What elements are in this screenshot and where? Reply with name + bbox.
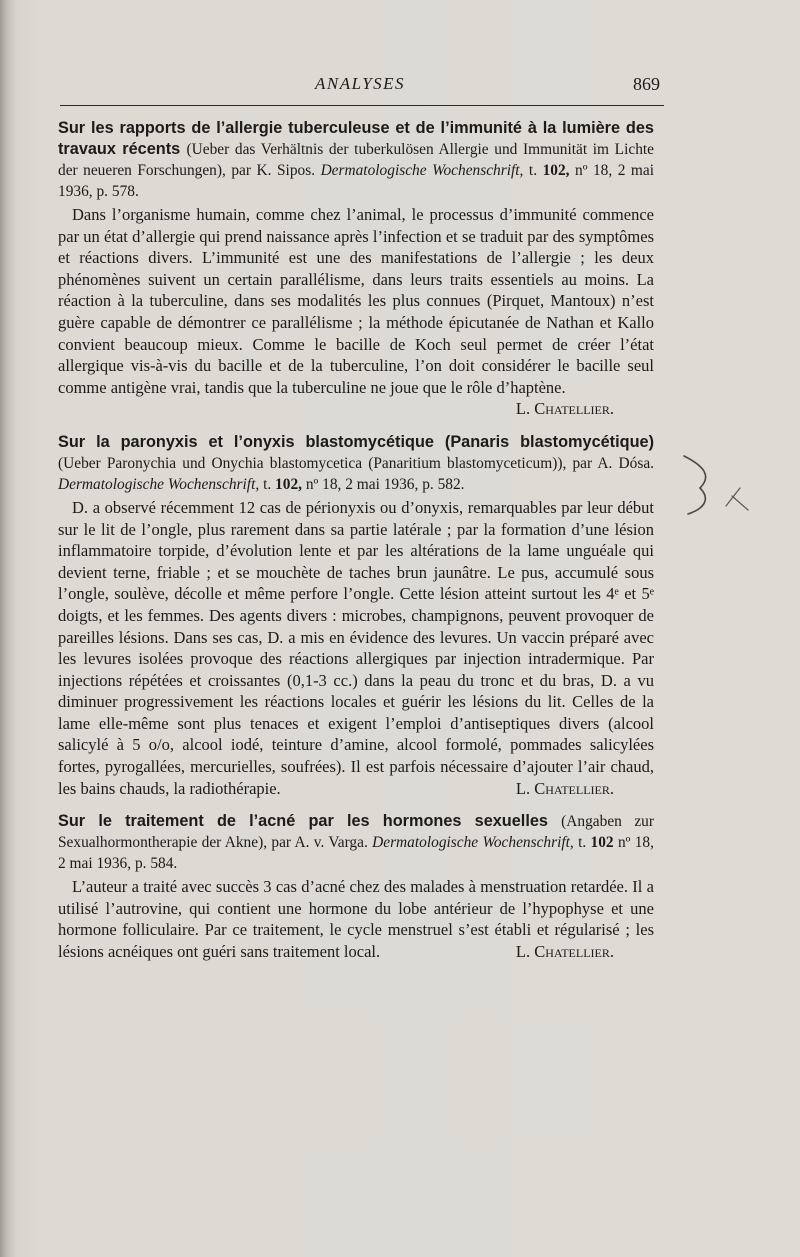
citation-author: A. Dósa. [597,454,654,472]
page-header [60,74,660,100]
article-signature: L. Chatellier. [515,399,614,419]
article-signature: L. Chatellier. [515,942,614,962]
citation-journal: Dermatologische Wochenschrift, [320,162,524,179]
page-number: 869 [633,74,660,94]
article-title: Sur les rapports de l’allergie tuberculeuse et de l’immunité à la lumière des travaux récents (Ueber das Verhältnis der tuberkulösen Allergie und Immunität im Lichte der neueren Forschungen), par K. Sipos. Dermatologische Wochenschrift, t. 102, nº 18, 2 mai 1936, p. 578. [58,119,654,200]
citation-issue: nº 18, 2 mai 1936, p. 582. [305,475,465,493]
article-citation: (Ueber das Verhältnis der tuberkulösen Allergie und Immunität im Lichte der neueren Forschungen), par K. Sipos. Dermatologische Wochenschrift, t. 102, nº 18, 2 mai 1936, p. 578. [58,141,654,200]
citation-author: A. v. Varga. [294,834,368,852]
article-allergie-tuberculeuse [58,118,654,420]
citation-journal: Dermatologische Wochenschrift, [58,475,260,493]
article-citation: (Angaben zur Sexualhormontherapie der Akne), par A. v. Varga. Dermatologische Wochenschrift, t. 102 nº 18, 2 mai 1936, p. 584. [58,813,654,873]
article-acne-hormones [58,811,654,962]
article-body: D. a observé récemment 12 cas de périonyxis ou d’onyxis, remarquables par leur début sur le lit de l’ongle, plus rarement dans sa partie latérale ; par la formation d’une lésion inflammatoire torpide, d’évolution lente et par les altérations de la lame unguéale qui devient terne, friable ; et se mouchète de taches brun jaunâtre. Le pus, accumulé sous l’ongle, soulève, décolle et même perfore l’ongle. Cette lésion atteint surtout les 4ᵉ et 5ᵉ doigts, et les femmes. Des agents divers : microbes, champignons, peuvent provoquer de pareilles lésions. Dans ses cas, D. a mis en évidence des levures. Un vaccin préparé avec les levures isolées provoque des réactions allergiques par injection intradermique. Par injections répétées et croissantes (0,1-3 cc.) dans la peau du tronc et du bras, D. a vu diminuer progressivement les réactions locales et guérir les lésions du lit. Celles de la lame elle-même sont plus tenaces et exigent l’emploi d’antiseptiques divers (alcool salicylé à 5 o/o, alcool iodé, teinture d’amine, alcool formolé, pommades salicylées fortes, pyrogallées, mercurielles, soufrées). Il est parfois nécessaire d’ajouter l’air chaud, les bains chauds, la radiothérapie. L. Chatellier. [58,497,654,798]
handwritten-margin-mark [676,452,756,522]
citation-volume: 102 [590,834,614,852]
citation-volume: 102, [542,162,570,179]
article-body: Dans l’organisme humain, comme chez l’animal, le processus d’immunité commence par un état d’allergie qui prend naissance après l’infection et se traduit par des symptômes et réactions divers. L’immunité est une des manifestations de l’allergie ; les deux phénomènes suivent un certain parallélisme, dans leurs traits essentiels au moins. La réaction à la tuberculine, dans ses modalités les plus connues (Pirquet, Mantoux) n’est guère capable de démontrer ce parallélisme ; la méthode épicutanée de Nathan et Kallo convient beaucoup mieux. Comme le bacille de Koch seul permet de créer l’état allergique vis-à-vis du bacille et de la tuberculine, l’on doit considérer le bacille seul comme antigène vrai, tandis que la tuberculine ne joue que le rôle d’haptène. L. Chatellier. [58,205,654,419]
article-title: Sur le traitement de l’acné par les hormones sexuelles (Angaben zur Sexualhormontherapie der Akne), par A. v. Varga. Dermatologische Wochenschrift, t. 102 nº 18, 2 mai 1936, p. 584. [58,812,654,873]
citation-issue: nº 18, 2 mai 1936, p. 584. [58,834,654,873]
citation-issue: nº 18, 2 mai 1936, p. 578. [58,162,654,200]
article-signature: L. Chatellier. [515,778,614,798]
citation-author: K. Sipos. [256,162,316,179]
article-citation: (Ueber Paronychia und Onychia blastomycetica (Panaritium blastomyceticum)), par A. Dósa. Dermatologische Wochenschrift, t. 102, nº 18, 2 mai 1936, p. 582. [58,454,654,493]
article-title: Sur la paronyxis et l’onyxis blastomycétique (Panaris blastomycétique) (Ueber Paronychia und Onychia blastomycetica (Panaritium blastomyceticum)), par A. Dósa. Dermatologische Wochenschrift, t. 102, nº 18, 2 mai 1936, p. 582. [58,432,654,493]
citation-journal: Dermatologische Wochenschrift, [372,834,574,852]
article-body: L’auteur a traité avec succès 3 cas d’acné chez des malades à menstruation retardée. Il a utilisé l’autrovine, qui contient une hormone du lobe antérieur de l’hypophyse et une hormone folliculaire. Par ce traitement, le cycle menstruel s’est établi et régularisé ; les lésions acnéiques ont guéri sans traitement local. L. Chatellier. [58,877,654,962]
running-head: ANALYSES [314,74,406,93]
header-rule [60,105,664,106]
citation-volume: 102, [275,475,302,493]
article-paronyxis [58,432,654,799]
analyses-column [58,118,654,975]
